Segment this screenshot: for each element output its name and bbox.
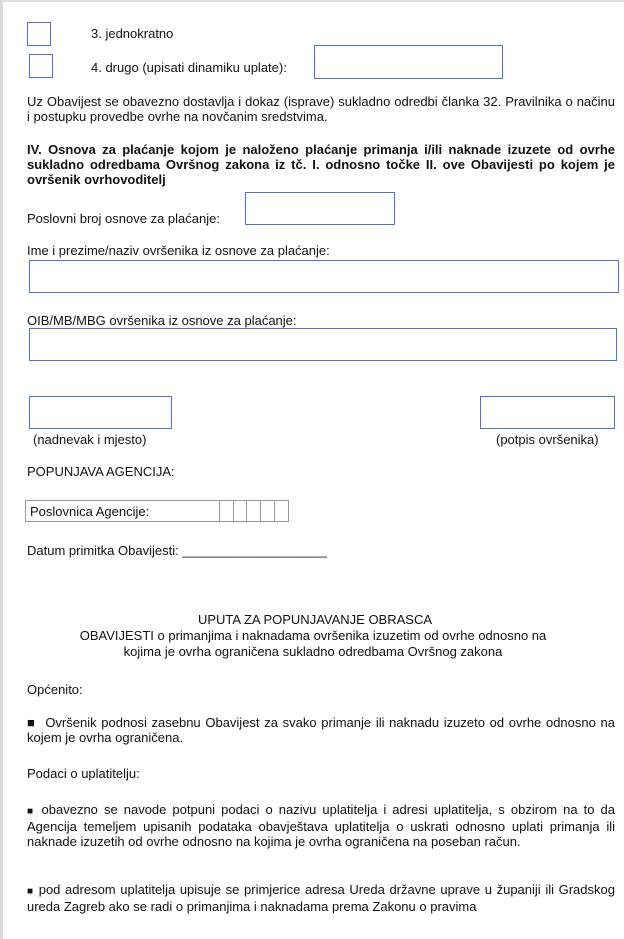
instructions-title: UPUTA ZA POPUNJAVANJE OBRASCA [197,612,433,627]
business-number-input[interactable] [245,192,395,225]
branch-code-cell[interactable] [220,501,234,521]
payment-dynamics-input[interactable] [314,45,503,79]
instructions-subtitle: OBAVIJESTI o primanjima i naknadama ovršenika izuzetim od ovrhe odnosno na kojima je ovrha ograničena sukladno odredbama Ovršnog zakona [79,628,547,659]
date-place-label: (nadnevak i mjesto) [33,432,147,447]
option-label: 4. drugo (upisati dinamiku uplate): [91,60,287,75]
bullet-icon: ■ [27,806,36,817]
branch-code-cell[interactable] [247,501,261,521]
agency-branch-box [25,500,289,522]
bullet-icon: ■ [27,886,35,897]
checkbox-jednokratno[interactable] [27,22,51,46]
general-item: ■ Ovršenik podnosi zasebnu Obavijest za svako primanje ili naknadu izuzeto od ovrhe odnosno na kojem je ovrha ograničena. [27,715,615,745]
branch-label: Poslovnica Agencije: [26,501,220,521]
bullet-icon: ■ [27,715,36,730]
general-heading: Općenito: [27,682,83,697]
received-date-line: ____________________ [182,543,327,558]
oib-label: OIB/MB/MBG ovršenika iz osnove za plaćanje: [27,313,297,328]
oib-input[interactable] [29,328,617,361]
payer-item: ■ pod adresom uplatitelja upisuje se primjerice adresa Ureda državne uprave u županiji ili Gradskog ureda Zagreb ako se radi o primanjima i naknadama prema Zakonu o pravima [27,882,615,914]
branch-code-cell[interactable] [261,501,275,521]
payer-heading: Podaci o uplatitelju: [27,766,140,781]
checkbox-drugo[interactable] [29,54,53,78]
signature-label: (potpis ovršenika) [496,432,599,447]
date-place-input[interactable] [29,396,172,429]
signature-input[interactable] [480,396,615,429]
payer-item: ■ obavezno se navode potpuni podaci o nazivu uplatitelja i adresi uplatitelja, s obzirom na to da Agencija temeljem upisanih podataka obavještava uplatitelja o uskrati odnosno uplati primanja ili naknade izuzetih od ovrhe odnosno na kojima je ovrha ograničena na poseban račun. [27,802,615,849]
branch-code-cell[interactable] [275,501,288,521]
name-label: Ime i prezime/naziv ovršenika iz osnove za plaćanje: [27,243,330,258]
option-label: 3. jednokratno [91,26,174,41]
agency-heading: POPUNJAVA AGENCIJA: [27,464,175,479]
business-number-label: Poslovni broj osnove za plaćanje: [27,211,220,226]
received-date-row [27,543,327,558]
received-date-label: Datum primitka Obavijesti: [27,543,179,558]
name-input[interactable] [29,260,619,293]
section-iv-title: IV. Osnova za plaćanje kojom je naloženo plaćanje primanja i/ili naknade izuzete od ovrhe sukladno odredbama Ovršnog zakona iz tč. I. odnosno točke II. ove Obavijesti po kojem je ovršenik ovrhovoditelj [27,142,615,187]
branch-code-cell[interactable] [234,501,248,521]
note-text: Uz Obavijest se obavezno dostavlja i dokaz (isprave) sukladno odredbi članka 32. Pravilnika o načinu i postupku provedbe ovrhe na novčanim sredstvima. [27,94,615,124]
